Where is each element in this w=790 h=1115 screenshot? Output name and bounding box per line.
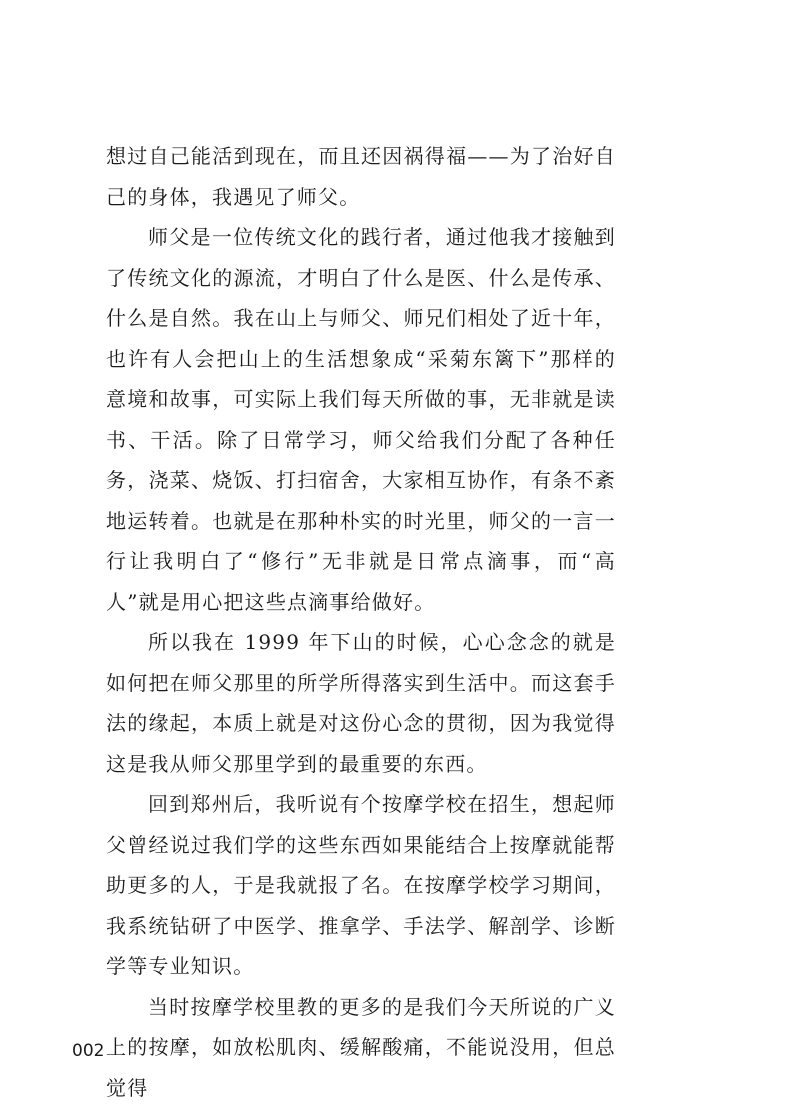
page-number: 002 [72, 1041, 105, 1061]
paragraph-4: 回到郑州后，我听说有个按摩学校在招生，想起师父曾经说过我们学的这些东西如果能结合上按摩就能帮助更多的人，于是我就报了名。在按摩学校学习期间，我系统钻研了中医学、推拿学、手法学、解剖学、诊断学等专业知识。 [106, 792, 616, 978]
paragraph-3: 所以我在 1999 年下山的时候，心心念念的就是如何把在师父那里的所学所得落实到生活中。而这套手法的缘起，本质上就是对这份心念的贯彻，因为我觉得这是我从师父那里学到的最重要的东西。 [106, 630, 616, 776]
paragraph-1: 想过自己能活到现在，而且还因祸得福——为了治好自己的身体，我遇见了师父。 [106, 144, 616, 209]
body-text [106, 136, 616, 1108]
paragraph-5: 当时按摩学校里教的更多的是我们今天所说的广义上的按摩，如放松肌肉、缓解酸痛，不能说没用，但总觉得 [106, 994, 616, 1100]
paragraph-2: 师父是一位传统文化的践行者，通过他我才接触到了传统文化的源流，才明白了什么是医、什么是传承、什么是自然。我在山上与师父、师兄们相处了近十年，也许有人会把山上的生活想象成“采菊东篱下”那样的意境和故事，可实际上我们每天所做的事，无非就是读书、干活。除了日常学习，师父给我们分配了各种任务，浇菜、烧饭、打扫宿舍，大家相互协作，有条不紊地运转着。也就是在那种朴实的时光里，师父的一言一行让我明白了“修行”无非就是日常点滴事，而“高人”就是用心把这些点滴事给做好。 [106, 225, 616, 614]
